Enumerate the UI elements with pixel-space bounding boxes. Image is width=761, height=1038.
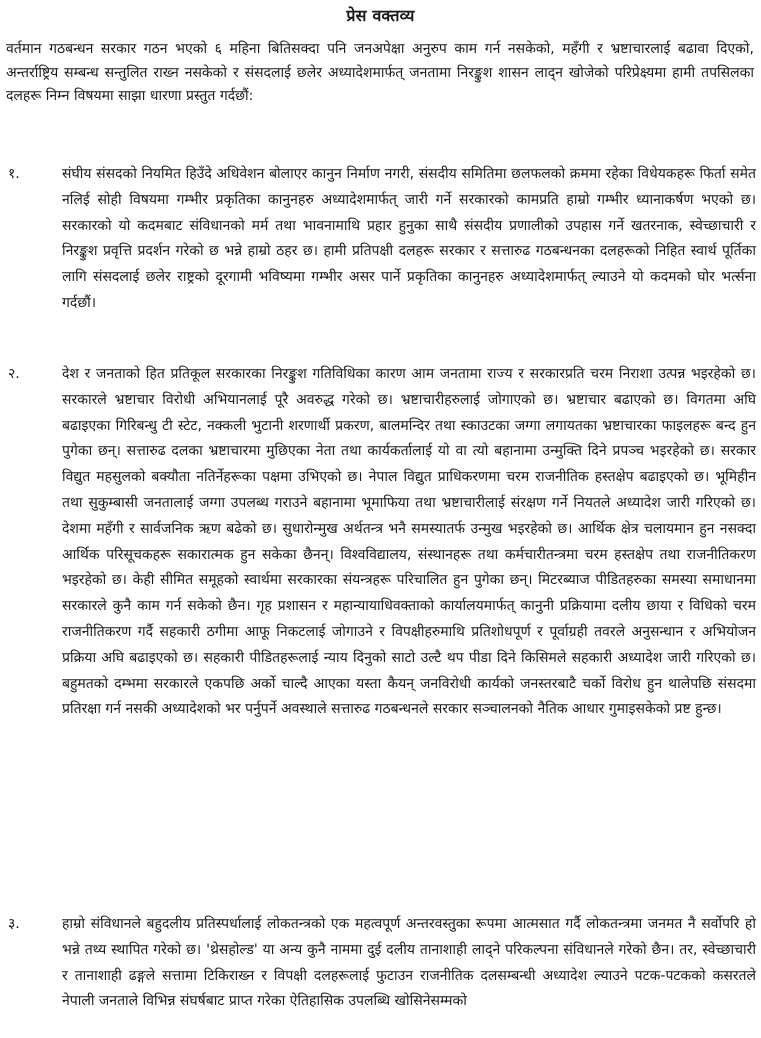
point-text: देश र जनताको हित प्रतिकूल सरकारका निरङ्कुश गतिविधिका कारण आम जनतामा राज्य र सरकारप्रति चरम निराशा उत्पन्न भइरहेको छ। सरकारले भ्रष्टाचार विरोधी अभियानलाई पूरै अवरुद्ध गरेको छ। भ्रष्टाचारीहरुलाई जोगाएको छ। भ्रष्टाचार बढाएको छ। विगतमा अघि बढाइएका गिरिबन्धु टी स्टेट, नक्कली भुटानी शरणार्थी प्रकरण, बालमन्दिर तथा स्काउटका जग्गा लगायतका भ्रष्टाचारका फाइलहरू बन्द हुन पुगेका छन्। सत्तारुढ दलका भ्रष्टाचारमा मुछिएका नेता तथा कार्यकर्तालाई यो वा त्यो बहानामा उन्मुक्ति दिने प्रपञ्च भइरहेको छ। सरकार विद्युत महसुलको बक्यौता नतिर्नेहरूका पक्षमा उभिएको छ। नेपाल विद्युत प्राधिकरणमा चरम राजनीतिक हस्तक्षेप बढाइएको छ। भूमिहीन तथा सुकुम्बासी जनतालाई जग्गा उपलब्ध गराउने बहानामा भूमाफिया तथा भ्रष्टाचारीलाई संरक्षण गर्ने नियतले अध्यादेश जारी गरिएको छ। देशमा महँगी र सार्वजनिक ऋण बढेको छ। सुधारोन्मुख अर्थतन्त्र भनै समस्यातर्फ उन्मुख भइरहेको छ। आर्थिक क्षेत्र चलायमान हुन नसक्दा आर्थिक परिसूचकहरू सकारात्मक हुन सकेका छैनन्। विश्वविद्यालय, संस्थानहरू तथा कर्मचारीतन्त्रमा चरम हस्तक्षेप तथा राजनीतिकरण भइरहेको छ। केही सीमित समूहको स्वार्थमा सरकारका संयन्त्रहरू परिचालित हुन पुगेका छन्। मिटरब्याज पीडितहरुका समस्या समाधानमा सरकारले कुनै काम गर्न सकेको छैन। गृह प्रशासन र महान्यायाधिवक्ताको कार्यालयमार्फत् कानुनी प्रक्रियामा दलीय छाया र विधिको चरम राजनीतिकरण गर्दै सहकारी ठगीमा आफू निकटलाई जोगाउने र विपक्षीहरुमाथि प्रतिशोधपूर्ण र पूर्वाग्रही तवरले अनुसन्धान र अभियोजन प्रक्रिया अघि बढाइएको छ। सहकारी पीडितहरूलाई न्याय दिनुको साटो उल्टै थप पीडा दिने किसिमले सहकारी अध्यादेश जारी गरिएको छ। बहुमतको दम्भमा सरकारले एकपछि अर्को चाल्दै आएका यस्ता कैयन् जनविरोधी कार्यको जनस्तरबाटै चर्को विरोध हुन थालेपछि संसदमा प्रतिरक्षा गर्न नसकी अध्यादेशको भर पर्नुपर्ने अवस्थाले सत्तारुढ गठबन्धनले सरकार सञ्चालनको नैतिक आधार गुमाइसकेको प्रष्ट हुन्छ। bbox=[62, 366, 756, 718]
point-number: १. bbox=[8, 166, 20, 182]
point-number: २. bbox=[8, 366, 20, 382]
point-number: ३. bbox=[8, 916, 20, 932]
document-title: प्रेस वक्तव्य bbox=[346, 6, 415, 25]
point-text: संघीय संसदको नियमित हिउँदे अधिवेशन बोलाएर कानुन निर्माण नगरी, संसदीय समितिमा छलफलको क्रममा रहेका विधेयकहरू फिर्ता समेत नलिई सोही विषयमा गम्भीर प्रकृतिका कानुनहरु अध्यादेशमार्फत् जारी गर्ने सरकारको कामप्रति हाम्रो गम्भीर ध्यानाकर्षण भएको छ। सरकारको यो कदमबाट संविधानको मर्म तथा भावनामाथि प्रहार हुनुका साथै संसदीय प्रणालीको उपहास गर्ने खतरनाक, स्वेच्छाचारी र निरङ्कुश प्रवृत्ति प्रदर्शन गरेको छ भन्ने हाम्रो ठहर छ। हामी प्रतिपक्षी दलहरू सरकार र सत्तारुढ गठबन्धनका दलहरूको निहित स्वार्थ पूर्तिका लागि संसदलाई छलेर राष्ट्रको दूरगामी भविष्यमा गम्भीर असर पार्ने प्रकृतिका कानुनहरु अध्यादेशमार्फत् ल्याउने यो कदमको घोर भर्त्सना गर्दछौं। bbox=[62, 166, 756, 311]
intro-paragraph: वर्तमान गठबन्धन सरकार गठन भएको ६ महिना बितिसक्दा पनि जनअपेक्षा अनुरुप काम गर्न नसकेको, महँगी र भ्रष्टाचारलाई बढावा दिएको, अन्तर्राष्ट्रिय सम्बन्ध सन्तुलित राख्न नसकेको र संसदलाई छलेर अध्यादेशमार्फत् जनतामा निरङ्कुश शासन लाद्न खोजेको परिप्रेक्ष्यमा हामी तपसिलका दलहरू निम्न विषयमा साझा धारणा प्रस्तुत गर्दछौं: bbox=[6, 41, 754, 105]
point-text: हाम्रो संविधानले बहुदलीय प्रतिस्पर्धालाई लोकतन्त्रको एक महत्वपूर्ण अन्तरवस्तुका रूपमा आत्मसात गर्दै लोकतन्त्रमा जनमत नै सर्वोपरि हो भन्ने तथ्य स्थापित गरेको छ। 'थ्रेसहोल्ड' या अन्य कुनै नाममा दुई दलीय तानाशाही लाद्ने परिकल्पना संविधानले गरेको छैन। तर, स्वेच्छाचारी र तानाशाही ढङ्गले सत्तामा टिकिराख्न र विपक्षी दलहरूलाई फुटाउन राजनीतिक दलसम्बन्धी अध्यादेश ल्याउने पटक-पटकको कसरतले नेपाली जनताले विभिन्न संघर्षबाट प्राप्त गरेका ऐतिहासिक उपलब्धि खोसिनेसम्मको bbox=[62, 916, 756, 1010]
